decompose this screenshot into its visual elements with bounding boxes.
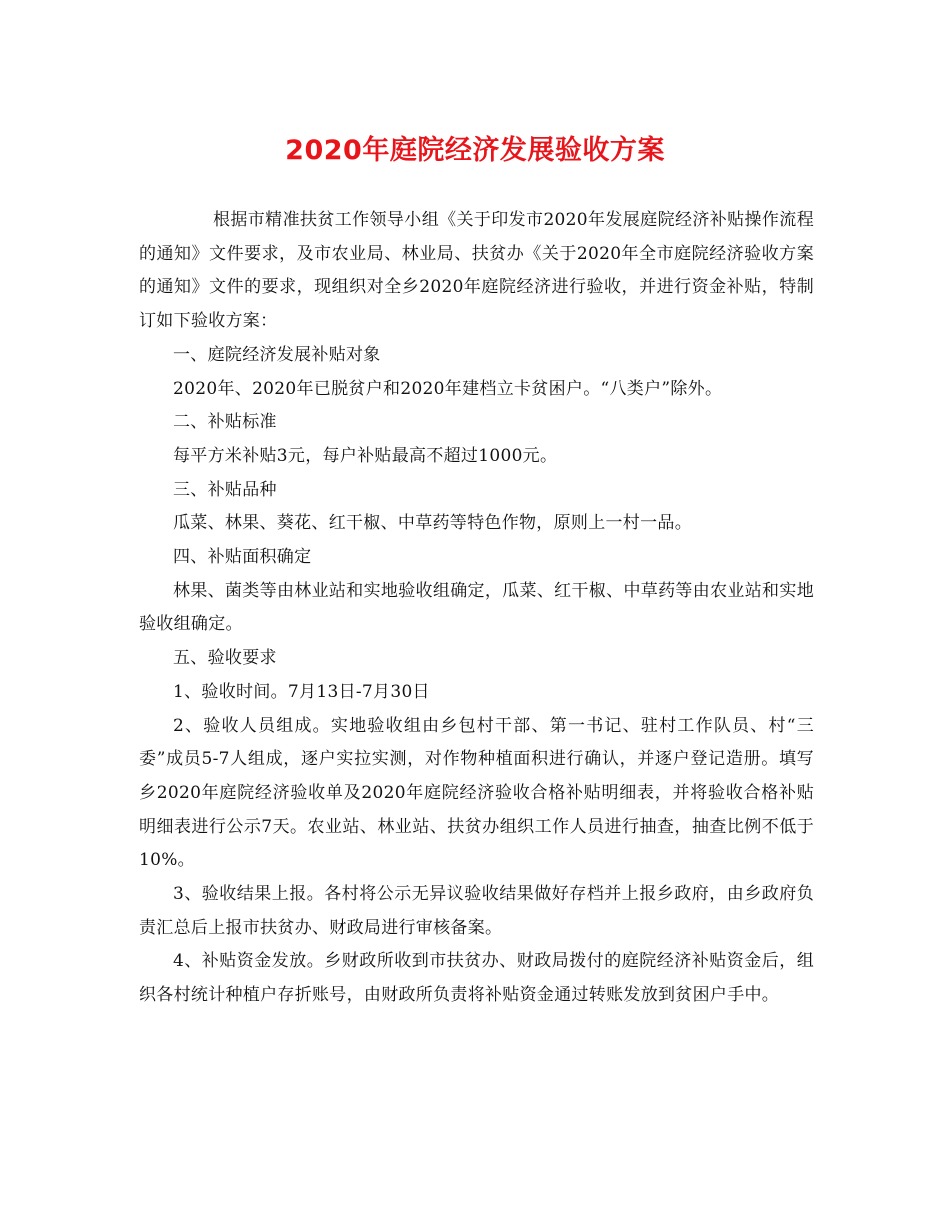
document-body	[139, 204, 814, 1013]
section-heading-5: 五、验收要求	[173, 648, 277, 669]
section-heading-4: 四、补贴面积确定	[173, 547, 312, 568]
paragraph-intro: 根据市精准扶贫工作领导小组《关于印发市2020年发展庭院经济补贴操作流程的通知》文件要求，及市农业局、林业局、扶贫办《关于2020年全市庭院经济验收方案的通知》文件的要求，现组织对全乡2020年庭院经济进行验收，并进行资金补贴，特制订如下验收方案：	[139, 210, 814, 332]
paragraph-acceptance-time: 1、验收时间。7月13日-7月30日	[173, 681, 430, 702]
paragraph-result-reporting: 3、验收结果上报。各村将公示无异议验收结果做好存档并上报乡政府，由乡政府负责汇总后上报市扶贫办、财政局进行审核备案。	[139, 884, 814, 938]
paragraph-subsidy-varieties: 瓜菜、林果、葵花、红干椒、中草药等特色作物，原则上一村一品。	[173, 513, 692, 534]
paragraph-subsidy-standard: 每平方米补贴3元，每户补贴最高不超过1000元。	[173, 445, 558, 466]
document-title: 2020年庭院经济发展验收方案	[285, 135, 665, 166]
section-heading-2: 二、补贴标准	[173, 412, 277, 433]
section-heading-3: 三、补贴品种	[173, 479, 277, 500]
paragraph-area-determination: 林果、菌类等由林业站和实地验收组确定，瓜菜、红干椒、中草药等由农业站和实地验收组确定。	[139, 580, 814, 635]
paragraph-fund-distribution: 4、补贴资金发放。乡财政所收到市扶贫办、财政局拨付的庭院经济补贴资金后，组织各村统计种植户存折账号，由财政所负责将补贴资金通过转账发放到贫困户手中。	[139, 951, 814, 1006]
paragraph-acceptance-personnel: 2、验收人员组成。实地验收组由乡包村干部、第一书记、驻村工作队员、村“三委”成员5-7人组成，逐户实拉实测，对作物种植面积进行确认，并逐户登记造册。填写乡2020年庭院经济验收单及2020年庭院经济验收合格补贴明细表，并将验收合格补贴明细表进行公示7天。农业站、林业站、扶贫办组织工作人员进行抽查，抽查比例不低于10%。	[139, 715, 814, 871]
paragraph-subsidy-target: 2020年、2020年已脱贫户和2020年建档立卡贫困户。“八类户”除外。	[173, 378, 723, 399]
section-heading-1: 一、庭院经济发展补贴对象	[173, 344, 381, 365]
